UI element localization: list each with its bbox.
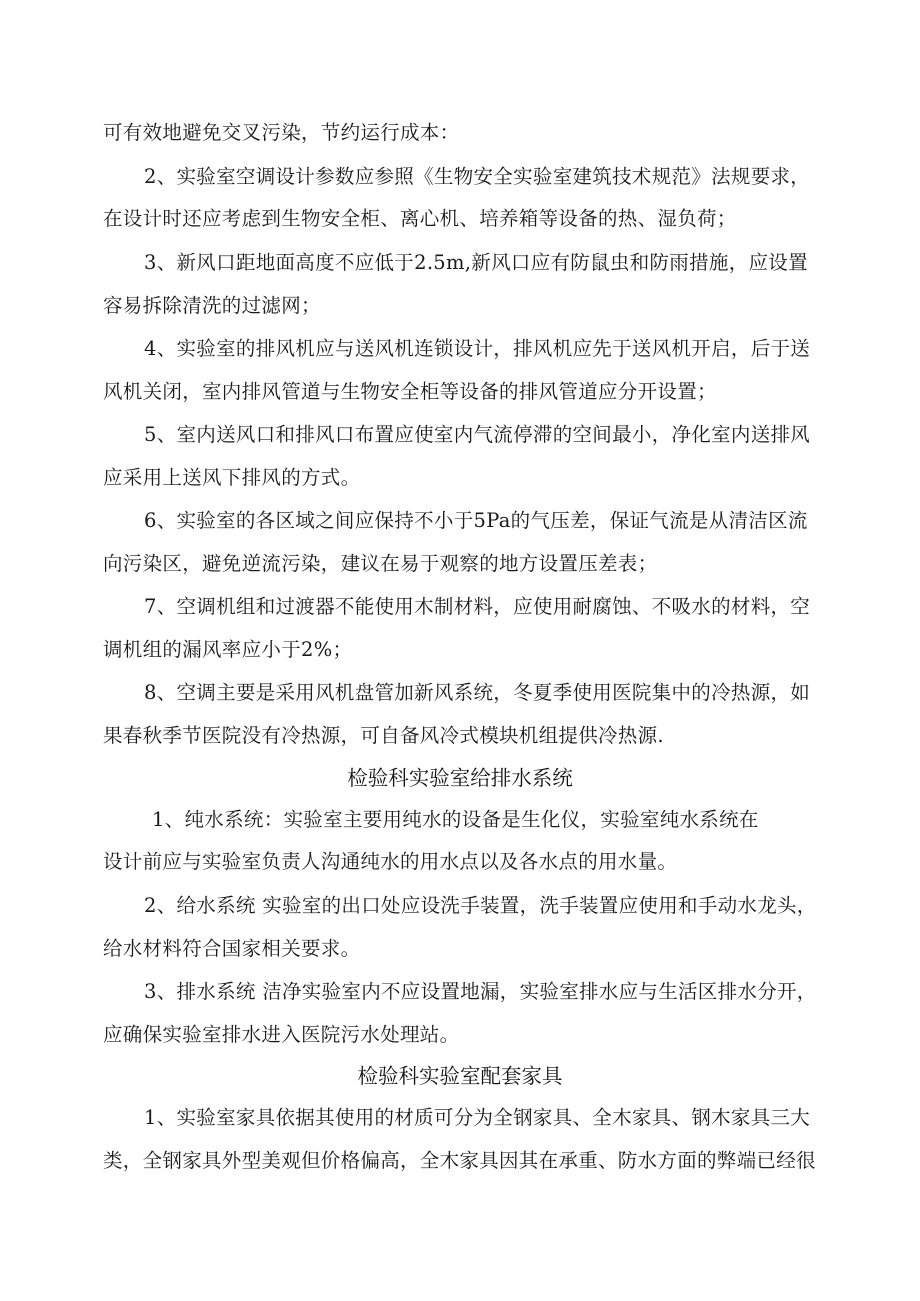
paragraph-line: 1、实验室家具依据其使用的材质可分为全钢家具、全木家具、钢木家具三大: [144, 1106, 811, 1129]
paragraph-line: 7、空调机组和过渡器不能使用木制材料，应使用耐腐蚀、不吸水的材料，空: [144, 595, 811, 618]
paragraph-line: 6、实验室的各区域之间应保持不小于5Pa的气压差，保证气流是从清洁区流: [144, 509, 808, 532]
paragraph-line: 果春秋季节医院没有冷热源，可自备风冷式模块机组提供冷热源.: [103, 724, 664, 747]
paragraph-line: 应确保实验室排水进入医院污水处理站。: [103, 1023, 460, 1046]
paragraph-line: 3、新风口距地面高度不应低于2.5m,新风口应有防鼠虫和防雨措施，应设置: [144, 251, 808, 274]
paragraph-line: 4、实验室的排风机应与送风机连锁设计，排风机应先于送风机开启，后于送: [144, 337, 811, 360]
paragraph-line: 风机关闭，室内排风管道与生物安全柜等设备的排风管道应分开设置；: [103, 380, 717, 403]
paragraph-line: 容易拆除清洗的过滤网；: [103, 294, 321, 317]
section-heading-furniture: 检验科实验室配套家具: [357, 1064, 563, 1088]
paragraph-line: 2、实验室空调设计参数应参照《生物安全实验室建筑技术规范》法规要求，: [144, 165, 811, 188]
section-heading-water-system: 检验科实验室给排水系统: [347, 766, 573, 790]
paragraph-line: 3、排水系统 洁净实验室内不应设置地漏，实验室排水应与生活区排水分开，: [144, 980, 817, 1003]
paragraph-line: 在设计时还应考虑到生物安全柜、离心机、培养箱等设备的热、湿负荷；: [103, 207, 737, 230]
paragraph-line: 应采用上送风下排风的方式。: [103, 466, 361, 489]
paragraph-line: 给水材料符合国家相关要求。: [103, 937, 361, 960]
paragraph-line: 可有效地避免交叉污染，节约运行成本：: [103, 121, 460, 144]
paragraph-line: 1、纯水系统：实验室主要用纯水的设备是生化仪，实验室纯水系统在: [152, 808, 759, 831]
paragraph-line: 类，全钢家具外型美观但价格偏高，全木家具因其在承重、防水方面的弊端已经很: [103, 1149, 816, 1172]
paragraph-line: 向污染区，避免逆流污染，建议在易于观察的地方设置压差表；: [103, 552, 658, 575]
paragraph-line: 2、给水系统 实验室的出口处应设洗手装置，洗手装置应使用和手动水龙头，: [144, 894, 817, 917]
paragraph-line: 8、空调主要是采用风机盘管加新风系统，冬夏季使用医院集中的冷热源，如: [144, 681, 811, 704]
paragraph-line: 调机组的漏风率应小于2%；: [103, 638, 353, 661]
paragraph-line: 设计前应与实验室负责人沟通纯水的用水点以及各水点的用水量。: [103, 850, 678, 873]
paragraph-line: 5、室内送风口和排风口布置应使室内气流停滞的空间最小，净化室内送排风: [144, 423, 811, 446]
